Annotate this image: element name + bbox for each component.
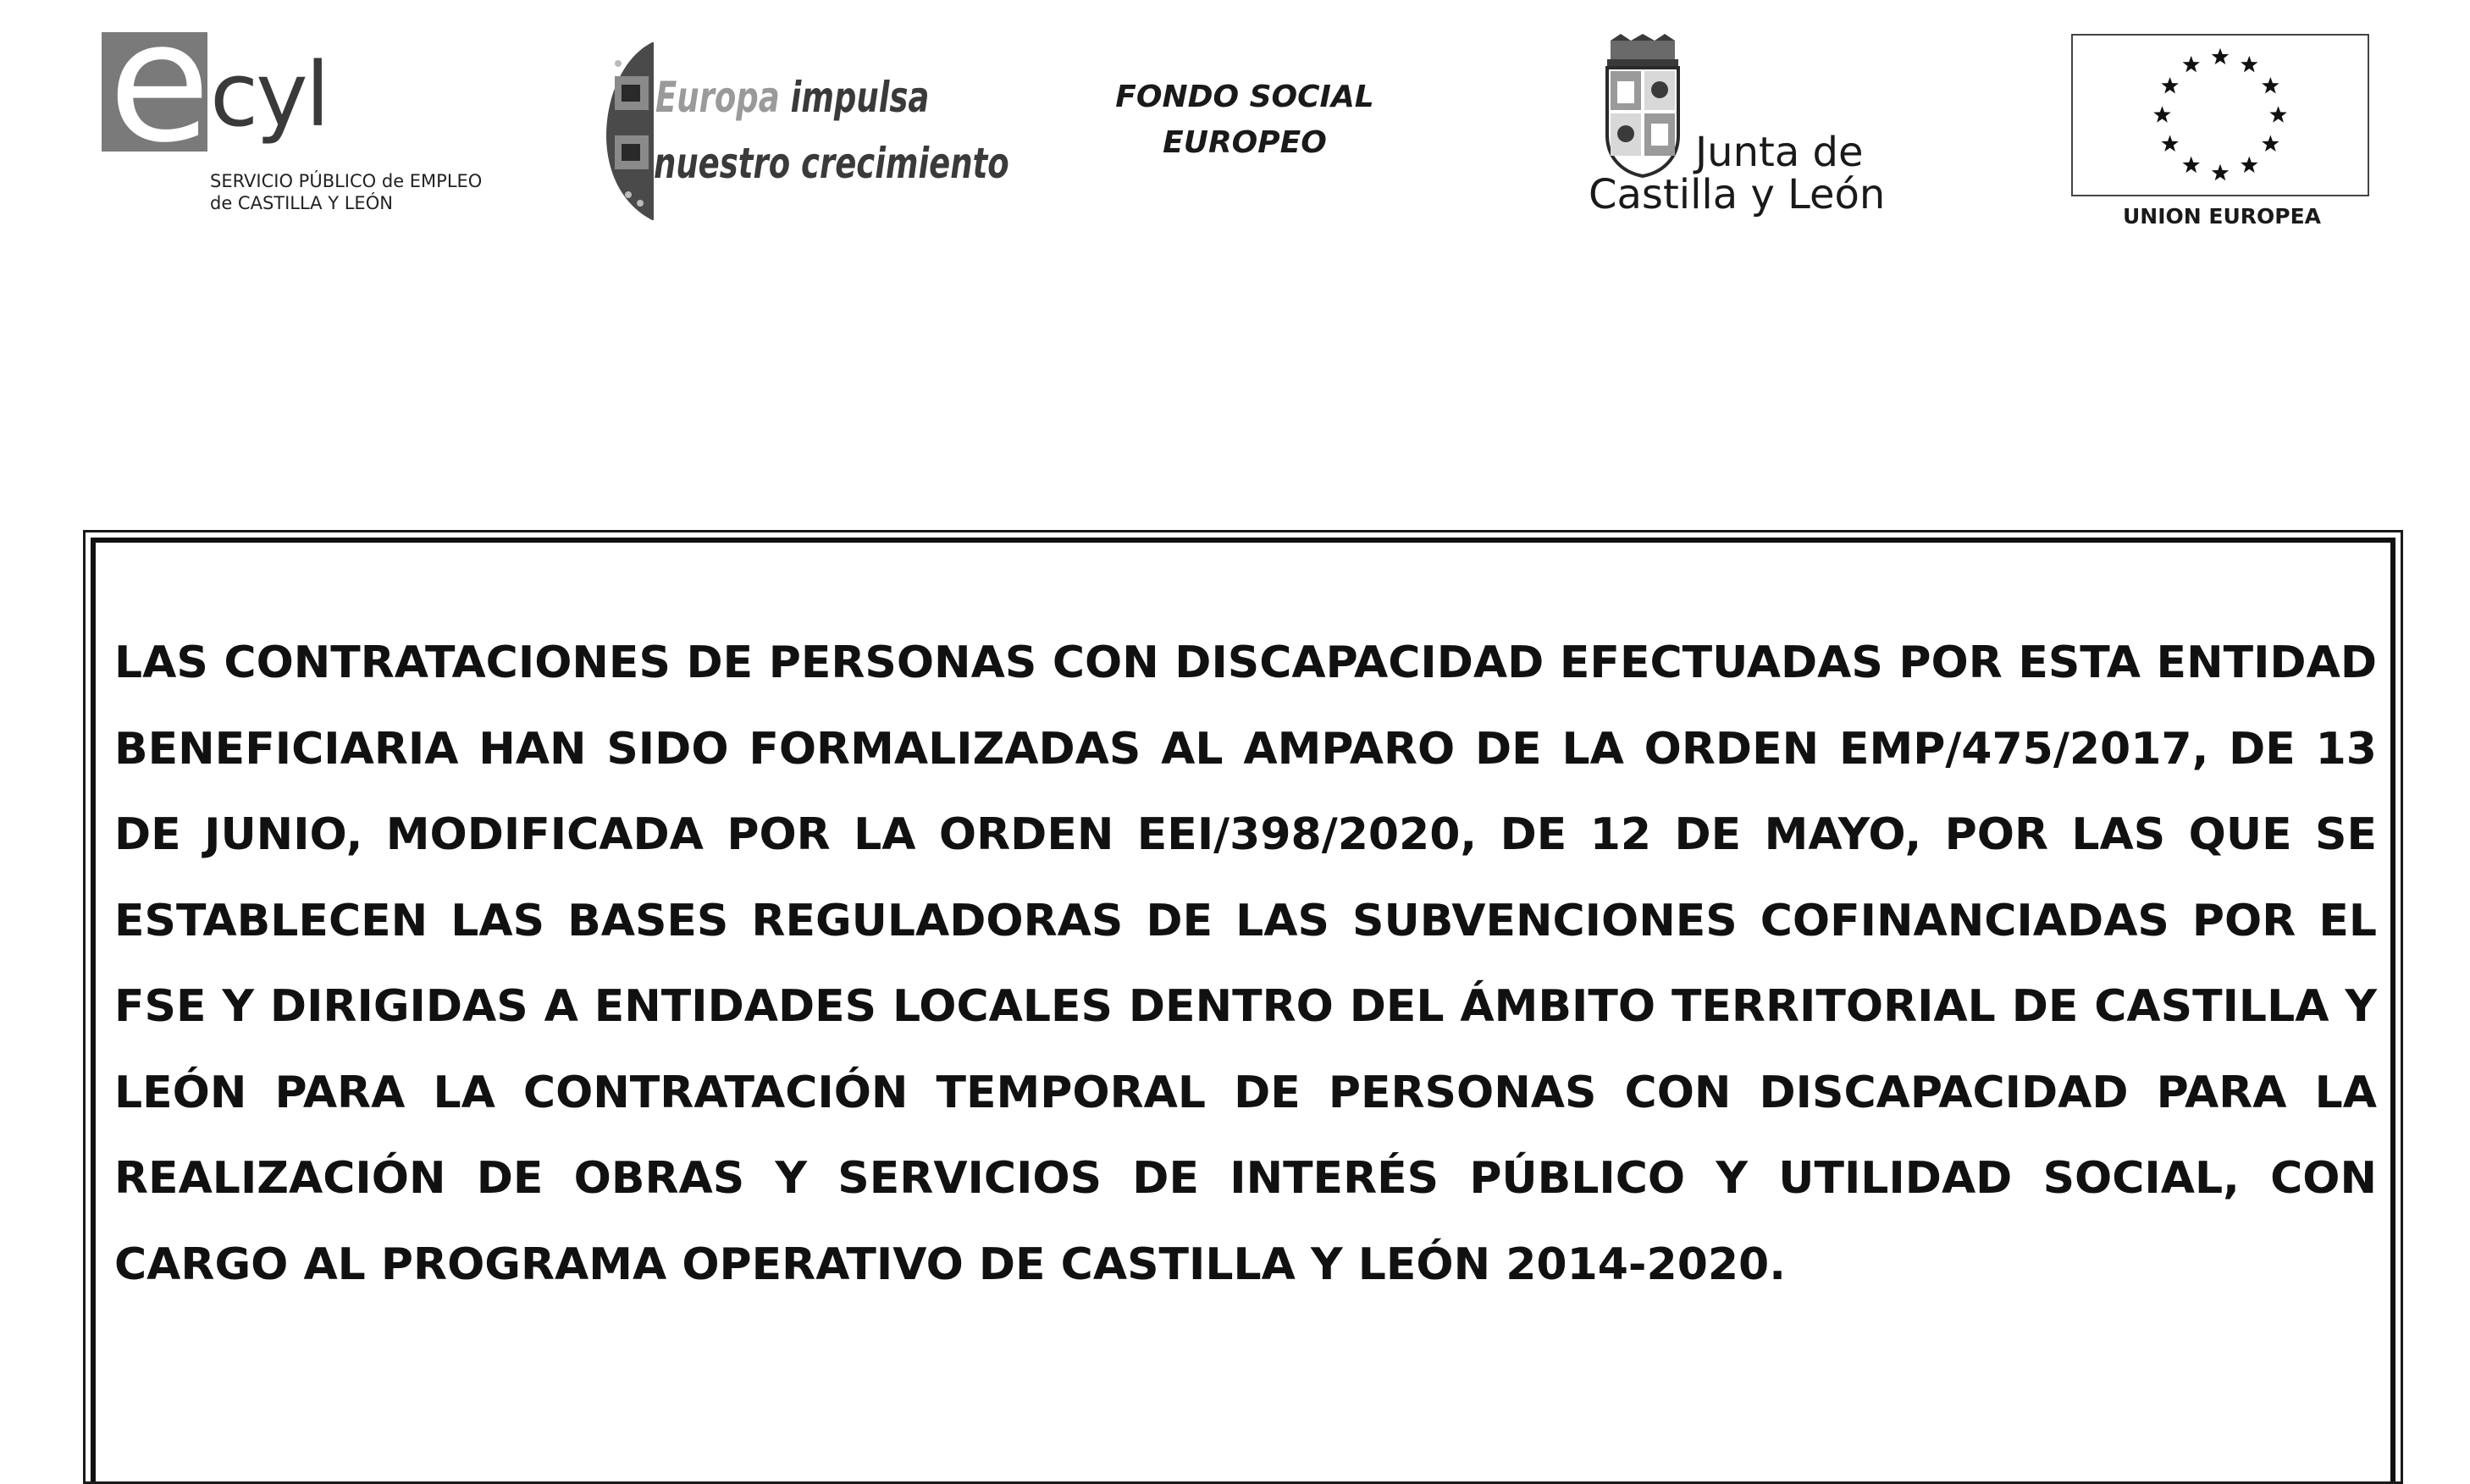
junta-castilla-leon-logo bbox=[1583, 34, 1897, 229]
union-europea-logo bbox=[2071, 34, 2373, 237]
eu-star-icon bbox=[2212, 164, 2229, 180]
fondo-social-europeo-label bbox=[1058, 74, 1431, 166]
europa-impulsa-logo bbox=[603, 42, 1009, 220]
ecyl-cyl-text: cyl bbox=[210, 43, 328, 146]
eu-flag-icon bbox=[2071, 34, 2369, 196]
eu-star-icon bbox=[2241, 157, 2257, 173]
union-europea-caption: UNION EUROPEA bbox=[2122, 204, 2322, 229]
impulsa-word: impulsa bbox=[790, 73, 930, 122]
fse-line1: FONDO SOCIAL bbox=[1115, 80, 1374, 114]
ecyl-e-block bbox=[102, 0, 211, 179]
europa-impulsa-line1 bbox=[655, 73, 929, 122]
notice-box bbox=[83, 530, 2403, 1484]
fse-line2: EUROPEO bbox=[1163, 125, 1327, 160]
eu-star-icon bbox=[2262, 77, 2279, 93]
ecyl-subtitle-line2: de CASTILLA Y LEÓN bbox=[210, 193, 393, 213]
coat-of-arms-icon bbox=[1600, 34, 1685, 178]
ecyl-subtitle bbox=[210, 170, 482, 214]
ecyl-logo bbox=[102, 0, 483, 218]
notice-inner-border bbox=[91, 538, 2395, 1481]
junta-line2: Castilla y León bbox=[1589, 171, 1886, 218]
europa-word: Europa bbox=[655, 73, 780, 122]
eu-star-icon bbox=[2269, 106, 2286, 122]
ecyl-subtitle-line1: SERVICIO PÚBLICO de EMPLEO bbox=[210, 171, 483, 191]
eu-star-icon bbox=[2182, 157, 2199, 173]
eu-star-icon bbox=[2212, 48, 2229, 64]
eu-star-icon bbox=[2262, 135, 2279, 152]
eu-star-icon bbox=[2161, 77, 2178, 93]
notice-text: LAS CONTRATACIONES DE PERSONAS CON DISCAPACIDAD EFECTUADAS POR ESTA ENTIDAD BENEFICIARIA HAN SIDO FORMALIZADAS AL AMPARO DE LA ORDEN EMP/475/2017, DE 13 DE JUNIO, MODIFICADA POR LA ORDEN EEI/398/2020, DE 12 DE MAYO, POR LAS QUE SE ESTABLECEN LAS BASES REGULADORAS DE LAS SUBVENCIONES COFINANCIADAS POR EL FSE Y DIRIGIDAS A ENTIDADES LOCALES DENTRO DEL ÁMBITO TERRITORIAL DE CASTILLA Y LEÓN PARA LA CONTRATACIÓN TEMPORAL DE PERSONAS CON DISCAPACIDAD PARA LA REALIZACIÓN DE OBRAS Y SERVICIOS DE INTERÉS PÚBLICO Y UTILIDAD SOCIAL, CON CARGO AL PROGRAMA OPERATIVO DE CASTILLA Y LEÓN 2014-2020. bbox=[114, 637, 2377, 1290]
europa-flag-icon bbox=[603, 42, 654, 220]
europa-impulsa-line2: nuestro crecimiento bbox=[654, 139, 1009, 188]
ecyl-e-letter: e bbox=[108, 0, 211, 179]
eu-star-icon bbox=[2161, 135, 2178, 152]
junta-line1: Junta de bbox=[1695, 129, 1864, 176]
eu-star-icon bbox=[2182, 56, 2199, 72]
eu-star-icon bbox=[2241, 56, 2257, 72]
eu-star-icon bbox=[2153, 106, 2170, 122]
